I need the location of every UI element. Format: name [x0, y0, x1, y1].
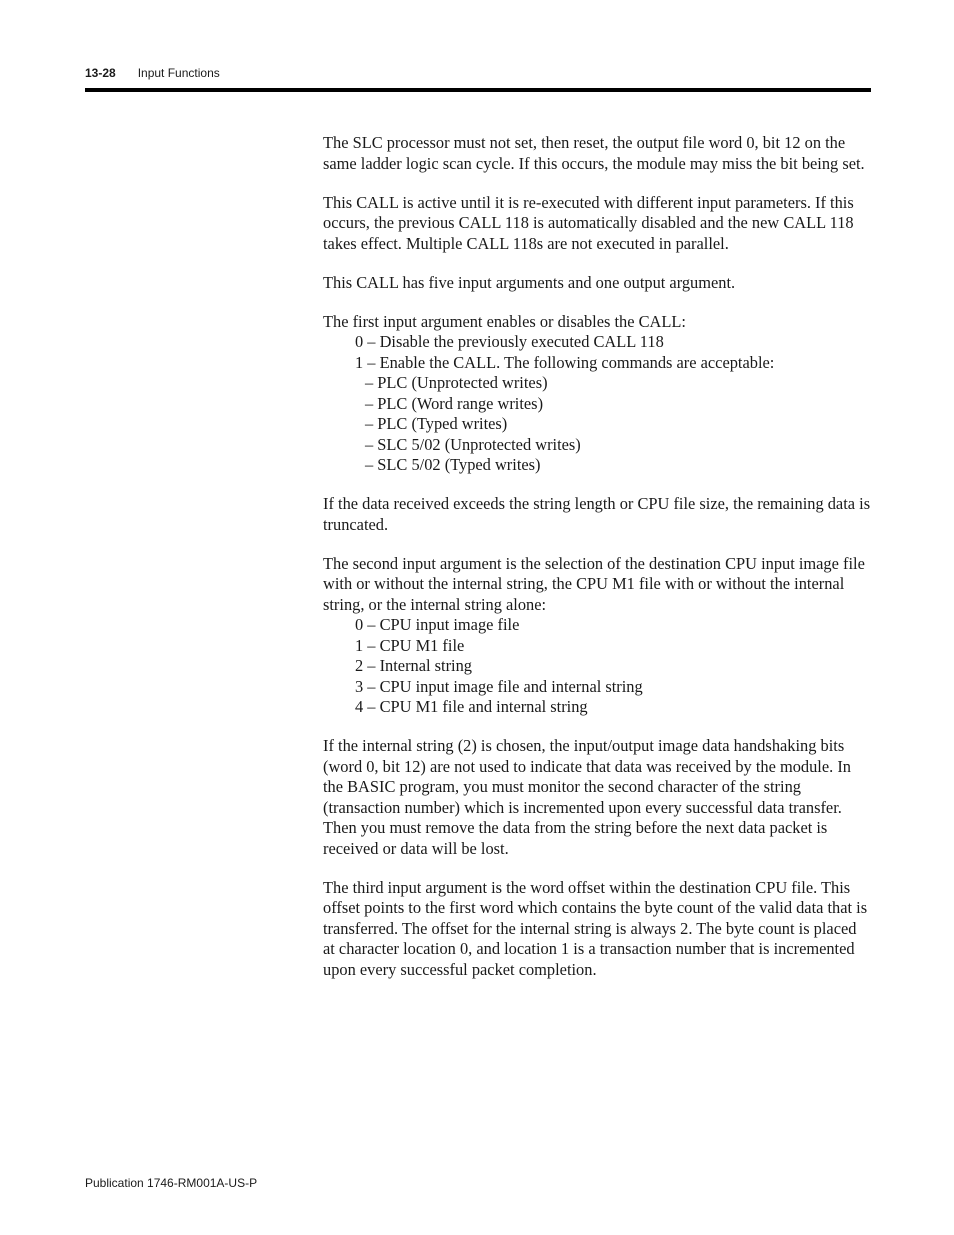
list-item: – PLC (Unprotected writes): [365, 373, 548, 392]
paragraph-second-arg: The second input argument is the selection of the destination CPU input image file with or without the internal string, the CPU M1 file with or without the internal string, or the internal string alone:: [323, 553, 865, 614]
page-number: 13-28: [85, 66, 116, 80]
paragraph-third-arg: The third input argument is the word offset within the destination CPU file. This offset points to the first word which contains the byte count of the valid data that is transferred. The offset for the internal string is always 2. The byte count is placed at character location 0, and location 1 is a transaction number that is incremented upon every successful packet completion.: [323, 877, 868, 979]
list-item: 4 – CPU M1 file and internal string: [355, 697, 588, 716]
publication-footer: Publication 1746-RM001A-US-P: [85, 1176, 258, 1190]
paragraph-arguments: This CALL has five input arguments and one output argument.: [323, 272, 736, 292]
page-header: [85, 66, 871, 80]
list-item: 0 – Disable the previously executed CALL 118: [355, 332, 664, 351]
paragraph-slc-note: The SLC processor must not set, then reset, the output file word 0, bit 12 on the same ladder logic scan cycle. If this occurs, the module may miss the bit being set.: [323, 133, 865, 173]
list-item: 1 – Enable the CALL. The following commands are acceptable:: [355, 352, 775, 372]
body-content: [323, 133, 871, 980]
paragraph-truncation: If the data received exceeds the string length or CPU file size, the remaining data is truncated.: [323, 494, 871, 534]
list-item: 0 – CPU input image file: [355, 615, 520, 634]
list-item: 3 – CPU input image file and internal string: [355, 676, 643, 696]
paragraph-internal-string: If the internal string (2) is chosen, the input/output image data handshaking bits (word 0, bit 12) are not used to indicate that data was received by the module. In the BASIC program, you must monitor the second character of the string (transaction number) which is incremented upon every successful data transfer. Then you must remove the data from the string before the next data packet is received or data will be lost.: [323, 736, 851, 858]
list-item: 2 – Internal string: [355, 656, 472, 675]
header-rule: [85, 88, 871, 92]
paragraph-call-active: This CALL is active until it is re-executed with different input parameters. If this occurs, the previous CALL 118 is automatically disabled and the new CALL 118 takes effect. Multiple CALL 118s are not executed in parallel.: [323, 192, 854, 253]
section-title: Input Functions: [137, 66, 220, 80]
list-item: – SLC 5/02 (Typed writes): [365, 455, 541, 474]
list-item: – PLC (Word range writes): [365, 393, 544, 413]
paragraph-first-arg: The first input argument enables or disables the CALL:: [323, 311, 686, 331]
list-item: 1 – CPU M1 file: [355, 635, 465, 655]
list-item: – SLC 5/02 (Unprotected writes): [365, 434, 581, 454]
list-item: – PLC (Typed writes): [365, 414, 508, 433]
